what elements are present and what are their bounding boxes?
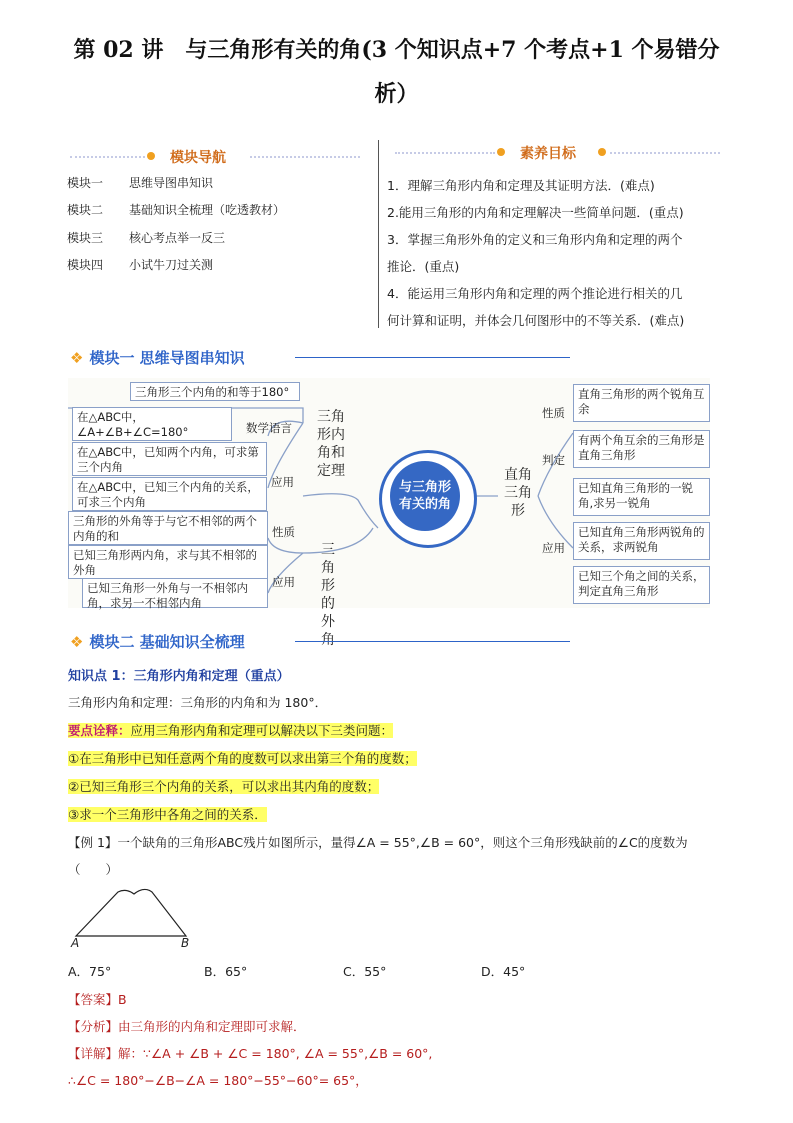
analysis-line <box>68 1017 306 1035</box>
analysis-label: 【分析】 <box>68 1019 119 1034</box>
mm-b2-app2: 已知三角形一外角与一不相邻内角，求另一不相邻内角 <box>82 578 268 608</box>
title-line-2: 析） <box>374 81 419 107</box>
kp1-point-2: ②已知三角形三个内角的关系，可以求出其内角的度数； <box>68 779 380 794</box>
example-figure <box>68 882 198 950</box>
mm-b2-app1: 已知三角形两内角，求与其不相邻的外角 <box>68 545 268 579</box>
detail-text-1: 解：∵∠A + ∠B + ∠C = 180°, ∠A = 55°,∠B = 60°, <box>118 1046 433 1061</box>
example-prefix: 【例 1】 <box>68 835 118 850</box>
answer-line <box>68 990 127 1008</box>
answer-value: B <box>118 992 127 1007</box>
mm-b1-title: 三角形内角和定理 <box>317 409 345 479</box>
page-title <box>40 28 753 116</box>
mm-b3-app3: 已知三个角之间的关系，判定直角三角形 <box>573 566 710 604</box>
mm-center: 与三角形有关的角 <box>390 461 460 531</box>
diamond-arrows-icon: ❖ <box>70 633 84 651</box>
mm-center-ring <box>379 450 477 548</box>
goal-line: 2.能用三角形的内角和定理解决一些简单问题．(重点) <box>387 205 684 220</box>
nav-item-4[interactable]: 模块四 小试牛刀过关测 <box>67 258 214 272</box>
figure-label-a: A <box>71 936 80 950</box>
nav-item-1[interactable]: 模块一 思维导图串知识 <box>67 176 214 190</box>
kp1-point-1: ①在三角形中已知任意两个角的度数可以求出第三个角的度数； <box>68 751 417 766</box>
mm-b3-app-label: 应用 <box>542 541 565 555</box>
mm-b1-math: 在△ABC中，∠A+∠B+∠C=180° <box>72 407 232 441</box>
kp1-heading: 知识点 1：三角形内角和定理（重点） <box>68 669 290 684</box>
goal-line: 何计算和证明，并体会几何图形中的不等关系．(难点) <box>387 313 685 328</box>
mm-b1-sum: 三角形三个内角的和等于180° <box>130 382 300 401</box>
nav-item-2[interactable]: 模块二 基础知识全梳理（吃透教材） <box>67 203 286 217</box>
mm-b2-prop-label: 性质 <box>272 525 295 539</box>
mm-b2-title: 三角形的外角 <box>321 542 335 648</box>
module2-header: ❖ 模块二 基础知识全梳理 <box>70 633 245 651</box>
mm-b1-app2: 在△ABC中，已知三个内角的关系，可求三个内角 <box>72 477 267 511</box>
module1-header: ❖ 模块一 思维导图串知识 <box>70 349 245 367</box>
nav-divider-right <box>250 156 360 158</box>
title-line-1: 第 02 讲 与三角形有关的角(3 个知识点+7 个考点+1 个易错分 <box>73 37 720 63</box>
kp1-definition: 三角形内角和定理：三角形的内角和为 180°． <box>68 695 328 710</box>
detail-label: 【详解】 <box>68 1046 119 1061</box>
mm-b3-judge: 有两个角互余的三角形是直角三角形 <box>573 430 710 468</box>
goals-divider-right <box>610 152 720 154</box>
column-divider <box>378 140 379 328</box>
mm-b3-title: 直角三角形 <box>504 467 532 519</box>
mm-b1-app1: 在△ABC中，已知两个内角，可求第三个内角 <box>72 442 267 476</box>
mm-b2-app-label: 应用 <box>272 575 295 589</box>
goals-dot-left <box>497 148 505 156</box>
nav-divider-left <box>70 156 145 158</box>
option-a[interactable]: A．75° <box>68 964 112 979</box>
analysis-text: 由三角形的内角和定理即可求解． <box>118 1019 306 1034</box>
goal-line: 4．能运用三角形内角和定理的两个推论进行相关的几 <box>387 286 683 301</box>
kp1-key-points <box>68 721 393 739</box>
example-question <box>68 833 728 851</box>
example-text: 一个缺角的三角形ABC残片如图所示，量得∠A = 55°,∠B = 60°，则这个三角形残缺前的∠C的度数为 <box>117 835 688 850</box>
detail-line-2: ∴∠C = 180°−∠B−∠A = 180°−55°−60°= 65°， <box>68 1073 368 1088</box>
goals-divider-left <box>395 152 495 154</box>
option-b[interactable]: B．65° <box>204 964 248 979</box>
diamond-arrows-icon: ❖ <box>70 349 84 367</box>
goals-list <box>387 172 727 334</box>
example-blank: （ ） <box>68 862 119 877</box>
nav-dot <box>147 152 155 160</box>
goals-heading: 素养目标 <box>520 146 576 162</box>
module2-rule <box>295 641 570 642</box>
goal-line: 1．理解三角形内角和定理及其证明方法．(难点) <box>387 178 655 193</box>
kp1-point-3: ③求一个三角形中各角之间的关系． <box>68 807 267 822</box>
module1-rule <box>295 357 570 358</box>
mm-b1-math-label: 数学语言 <box>246 421 292 435</box>
option-d[interactable]: D．45° <box>481 964 526 979</box>
nav-item-3[interactable]: 模块三 核心考点举一反三 <box>67 231 226 245</box>
figure-label-b: B <box>181 936 190 950</box>
kp1-key-text: 应用三角形内角和定理可以解决以下三类问题： <box>130 723 394 738</box>
answer-label: 【答案】 <box>68 992 119 1007</box>
mm-b3-prop: 直角三角形的两个锐角互余 <box>573 384 710 422</box>
mm-b3-app2: 已知直角三角形两锐角的关系，求两锐角 <box>573 522 710 560</box>
mm-b3-app1: 已知直角三角形的一锐角,求另一锐角 <box>573 478 710 516</box>
detail-line-1 <box>68 1044 432 1062</box>
goals-dot-right <box>598 148 606 156</box>
mm-b3-prop-label: 性质 <box>542 406 565 420</box>
option-c[interactable]: C．55° <box>343 964 387 979</box>
nav-heading: 模块导航 <box>170 150 226 166</box>
goal-line: 推论．(重点) <box>387 259 460 274</box>
kp1-key-label: 要点诠释： <box>68 723 131 738</box>
goal-line: 3．掌握三角形外角的定义和三角形内角和定理的两个 <box>387 232 683 247</box>
mm-b3-judge-label: 判定 <box>542 453 565 467</box>
mm-b1-app-label: 应用 <box>271 475 294 489</box>
mm-b2-prop: 三角形的外角等于与它不相邻的两个内角的和 <box>68 511 268 545</box>
